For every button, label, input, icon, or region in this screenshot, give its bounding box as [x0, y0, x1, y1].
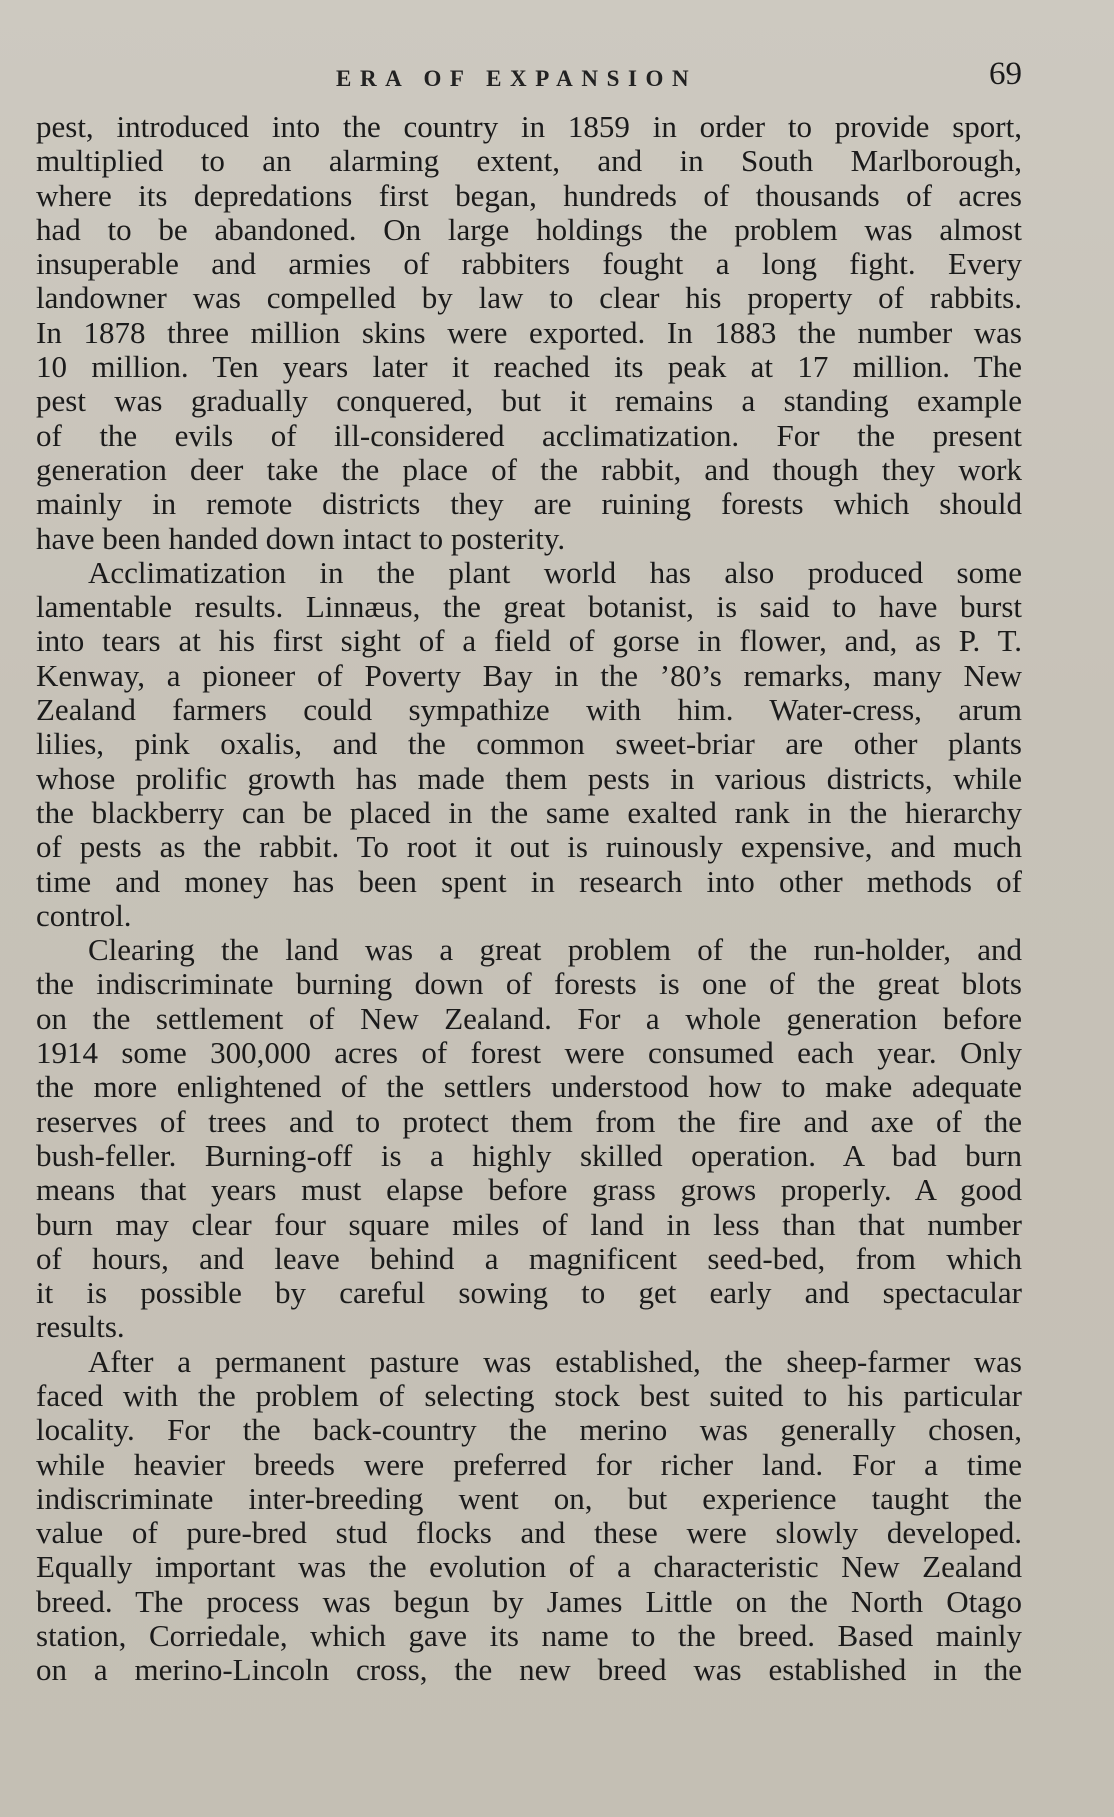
text-line: generation deer take the place of the rabbit, and though they work [36, 452, 1022, 487]
text-line: 1914 some 300,000 acres of forest were consumed each year. Only [36, 1036, 1022, 1071]
text-line: Acclimatization in the plant world has also produced some [88, 555, 1022, 590]
text-line: Equally important was the evolution of a characteristic New Zealand [36, 1550, 1022, 1585]
text-line: breed. The process was begun by James Little on the North Otago [36, 1584, 1022, 1619]
text-line: means that years must elapse before grass grows properly. A good [36, 1173, 1022, 1208]
text-line: whose prolific growth has made them pests in various districts, while [36, 761, 1022, 796]
text-line: of hours, and leave behind a magnificent seed-bed, from which [36, 1241, 1022, 1276]
text-line: of the evils of ill-considered acclimatization. For the present [36, 418, 1022, 453]
text-line: into tears at his first sight of a field of gorse in flower, and, as P. T. [36, 624, 1022, 659]
text-line: of pests as the rabbit. To root it out is ruinously expensive, and much [36, 830, 1022, 865]
text-line: multiplied to an alarming extent, and in South Marlborough, [36, 144, 1022, 179]
text-line: value of pure-bred stud flocks and these were slowly developed. [36, 1516, 1022, 1551]
text-line: control. [36, 898, 132, 933]
text-line: station, Corriedale, which gave its name to the breed. Based mainly [36, 1619, 1022, 1654]
text-line: lamentable results. Linnæus, the great botanist, is said to have burst [36, 590, 1022, 625]
text-line: had to be abandoned. On large holdings the problem was almost [36, 212, 1022, 247]
text-line: pest was gradually conquered, but it remains a standing example [36, 384, 1022, 419]
text-line: After a permanent pasture was established, the sheep-farmer was [88, 1344, 1022, 1379]
text-line: results. [36, 1310, 125, 1345]
text-line: on a merino-Lincoln cross, the new breed was established in the [36, 1653, 1022, 1688]
text-line: while heavier breeds were preferred for richer land. For a time [36, 1447, 1022, 1482]
text-line: In 1878 three million skins were exported. In 1883 the number was [36, 315, 1022, 350]
text-line: landowner was compelled by law to clear his property of rabbits. [36, 281, 1022, 316]
text-line: Clearing the land was a great problem of the run-holder, and [88, 933, 1022, 968]
page-number: 69 [989, 56, 1022, 92]
text-line: insuperable and armies of rabbiters fought a long fight. Every [36, 247, 1022, 282]
text-line: lilies, pink oxalis, and the common sweet-briar are other plants [36, 727, 1022, 762]
text-line: Zealand farmers could sympathize with him. Water-cress, arum [36, 693, 1022, 728]
text-line: burn may clear four square miles of land in less than that number [36, 1207, 1022, 1242]
text-line: where its depredations first began, hundreds of thousands of acres [36, 178, 1022, 213]
text-line: have been handed down intact to posterity. [36, 521, 566, 556]
text-line: it is possible by careful sowing to get early and spectacular [36, 1276, 1022, 1311]
text-line: indiscriminate inter-breeding went on, but experience taught the [36, 1481, 1022, 1516]
text-line: 10 million. Ten years later it reached its peak at 17 million. The [36, 350, 1022, 385]
text-line: reserves of trees and to protect them from the fire and axe of the [36, 1104, 1022, 1139]
text-line: on the settlement of New Zealand. For a whole generation before [36, 1001, 1022, 1036]
text-line: the more enlightened of the settlers understood how to make adequate [36, 1070, 1022, 1105]
text-line: time and money has been spent in research into other methods of [36, 864, 1022, 899]
running-header [0, 56, 1114, 102]
running-title: ERA OF EXPANSION [336, 66, 698, 91]
text-line: the blackberry can be placed in the same exalted rank in the hierarchy [36, 795, 1022, 830]
text-line: faced with the problem of selecting stock best suited to his particular [36, 1378, 1022, 1413]
text-line: mainly in remote districts they are ruining forests which should [36, 487, 1022, 522]
text-line: bush-feller. Burning-off is a highly skilled operation. A bad burn [36, 1138, 1022, 1173]
text-line: Kenway, a pioneer of Poverty Bay in the ’80’s remarks, many New [36, 658, 1022, 693]
text-line: the indiscriminate burning down of forests is one of the great blots [36, 967, 1022, 1002]
body-text [36, 110, 1022, 1688]
text-line: pest, introduced into the country in 1859 in order to provide sport, [36, 110, 1022, 144]
text-line: locality. For the back-country the merino was generally chosen, [36, 1413, 1022, 1448]
